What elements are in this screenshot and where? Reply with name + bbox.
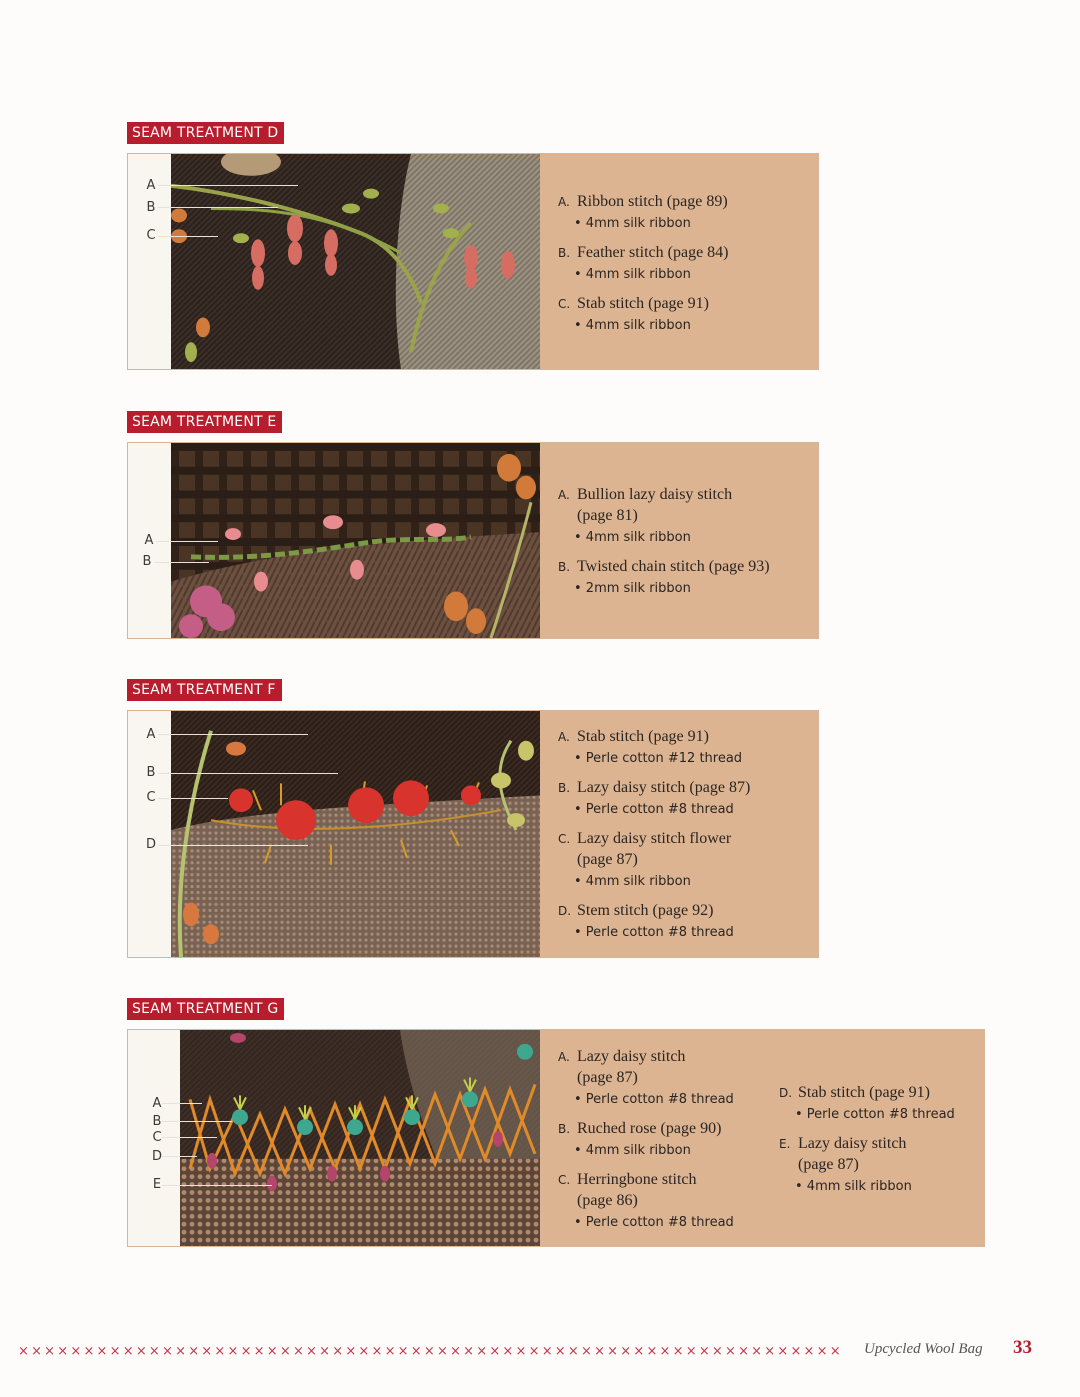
- callout-line: [162, 1103, 202, 1104]
- instructions-panel: [540, 154, 818, 369]
- callout-letter: D: [145, 837, 156, 852]
- callout-line: [162, 1156, 197, 1157]
- stitch-item: B. Twisted chain stitch (page 93) • 2mm silk ribbon: [558, 558, 770, 596]
- seam-treatment-f: [127, 710, 819, 958]
- callout-line: [162, 1121, 232, 1122]
- embroidery-photo-d: [171, 154, 540, 369]
- seam-treatment-g: [127, 1029, 985, 1247]
- section-label: SEAM TREATMENT F: [127, 679, 282, 701]
- callout-line: [158, 185, 298, 186]
- stitch-item: A. Stab stitch (page 91) • Perle cotton #12 thread: [558, 728, 743, 766]
- callout-line: [158, 207, 278, 208]
- callout-letter: C: [146, 790, 156, 805]
- section-label: SEAM TREATMENT G: [127, 998, 284, 1020]
- callout-line: [158, 236, 218, 237]
- stitch-item: B. Ruched rose (page 90) • 4mm silk ribbon: [558, 1120, 722, 1158]
- section-label: SEAM TREATMENT E: [127, 411, 282, 433]
- callout-line: [158, 734, 308, 735]
- callout-line: [162, 1137, 217, 1138]
- callout-letter: C: [146, 228, 156, 243]
- stitch-item: A. Lazy daisy stitch (page 87) • Perle cotton #8 thread: [558, 1048, 734, 1107]
- callout-letter: A: [146, 178, 156, 193]
- stitch-item: E. Lazy daisy stitch (page 87) • 4mm silk ribbon: [779, 1135, 912, 1194]
- callout-letter: A: [146, 727, 156, 742]
- callout-line: [162, 1185, 272, 1186]
- instructions-panel: [540, 443, 818, 638]
- instructions-panel: [540, 1030, 984, 1246]
- stitch-item: B. Feather stitch (page 84) • 4mm silk ribbon: [558, 244, 729, 282]
- seam-treatment-d: [127, 153, 819, 370]
- photo-illustration: [171, 443, 540, 638]
- stitch-item: C. Stab stitch (page 91) • 4mm silk ribbon: [558, 295, 709, 333]
- callout-line: [154, 562, 209, 563]
- embroidery-photo-g: [180, 1030, 540, 1246]
- callout-letter: A: [152, 1096, 162, 1111]
- callout-letter: B: [152, 1114, 162, 1129]
- seam-treatment-e: [127, 442, 819, 639]
- embroidery-photo-f: [171, 711, 540, 957]
- section-label: SEAM TREATMENT D: [127, 122, 284, 144]
- callout-letter: A: [144, 533, 154, 548]
- callout-letter: E: [152, 1177, 162, 1192]
- callout-line: [156, 541, 218, 542]
- photo-illustration: [171, 154, 540, 369]
- callout-letter: B: [146, 200, 156, 215]
- stitch-item: A. Ribbon stitch (page 89) • 4mm silk ribbon: [558, 193, 728, 231]
- callout-line: [158, 798, 228, 799]
- callout-letter: B: [146, 765, 156, 780]
- stitch-item: B. Lazy daisy stitch (page 87) • Perle cotton #8 thread: [558, 779, 751, 817]
- photo-illustration: [180, 1030, 540, 1246]
- callout-letter: B: [142, 554, 152, 569]
- stitch-item: D. Stem stitch (page 92) • Perle cotton #8 thread: [558, 902, 734, 940]
- page-number: 33: [1013, 1337, 1032, 1358]
- callout-letter: D: [151, 1149, 162, 1164]
- instructions-panel: [540, 711, 818, 957]
- stitch-item: A. Bullion lazy daisy stitch (page 81) • 4mm silk ribbon: [558, 486, 733, 545]
- callout-line: [158, 845, 308, 846]
- running-footer-title: Upcycled Wool Bag: [864, 1341, 983, 1357]
- callout-line: [158, 773, 338, 774]
- cross-stitch-border: ×××××××××××××××××××××××××××××××××××××××××××××××××××××××××××××××: [18, 1344, 843, 1359]
- stitch-item: C. Lazy daisy stitch flower (page 87) • 4mm silk ribbon: [558, 830, 732, 889]
- callout-letter: C: [152, 1130, 162, 1145]
- embroidery-photo-e: [171, 443, 540, 638]
- stitch-item: D. Stab stitch (page 91) • Perle cotton #8 thread: [779, 1084, 955, 1122]
- photo-illustration: [171, 711, 540, 957]
- stitch-item: C. Herringbone stitch (page 86) • Perle cotton #8 thread: [558, 1171, 734, 1230]
